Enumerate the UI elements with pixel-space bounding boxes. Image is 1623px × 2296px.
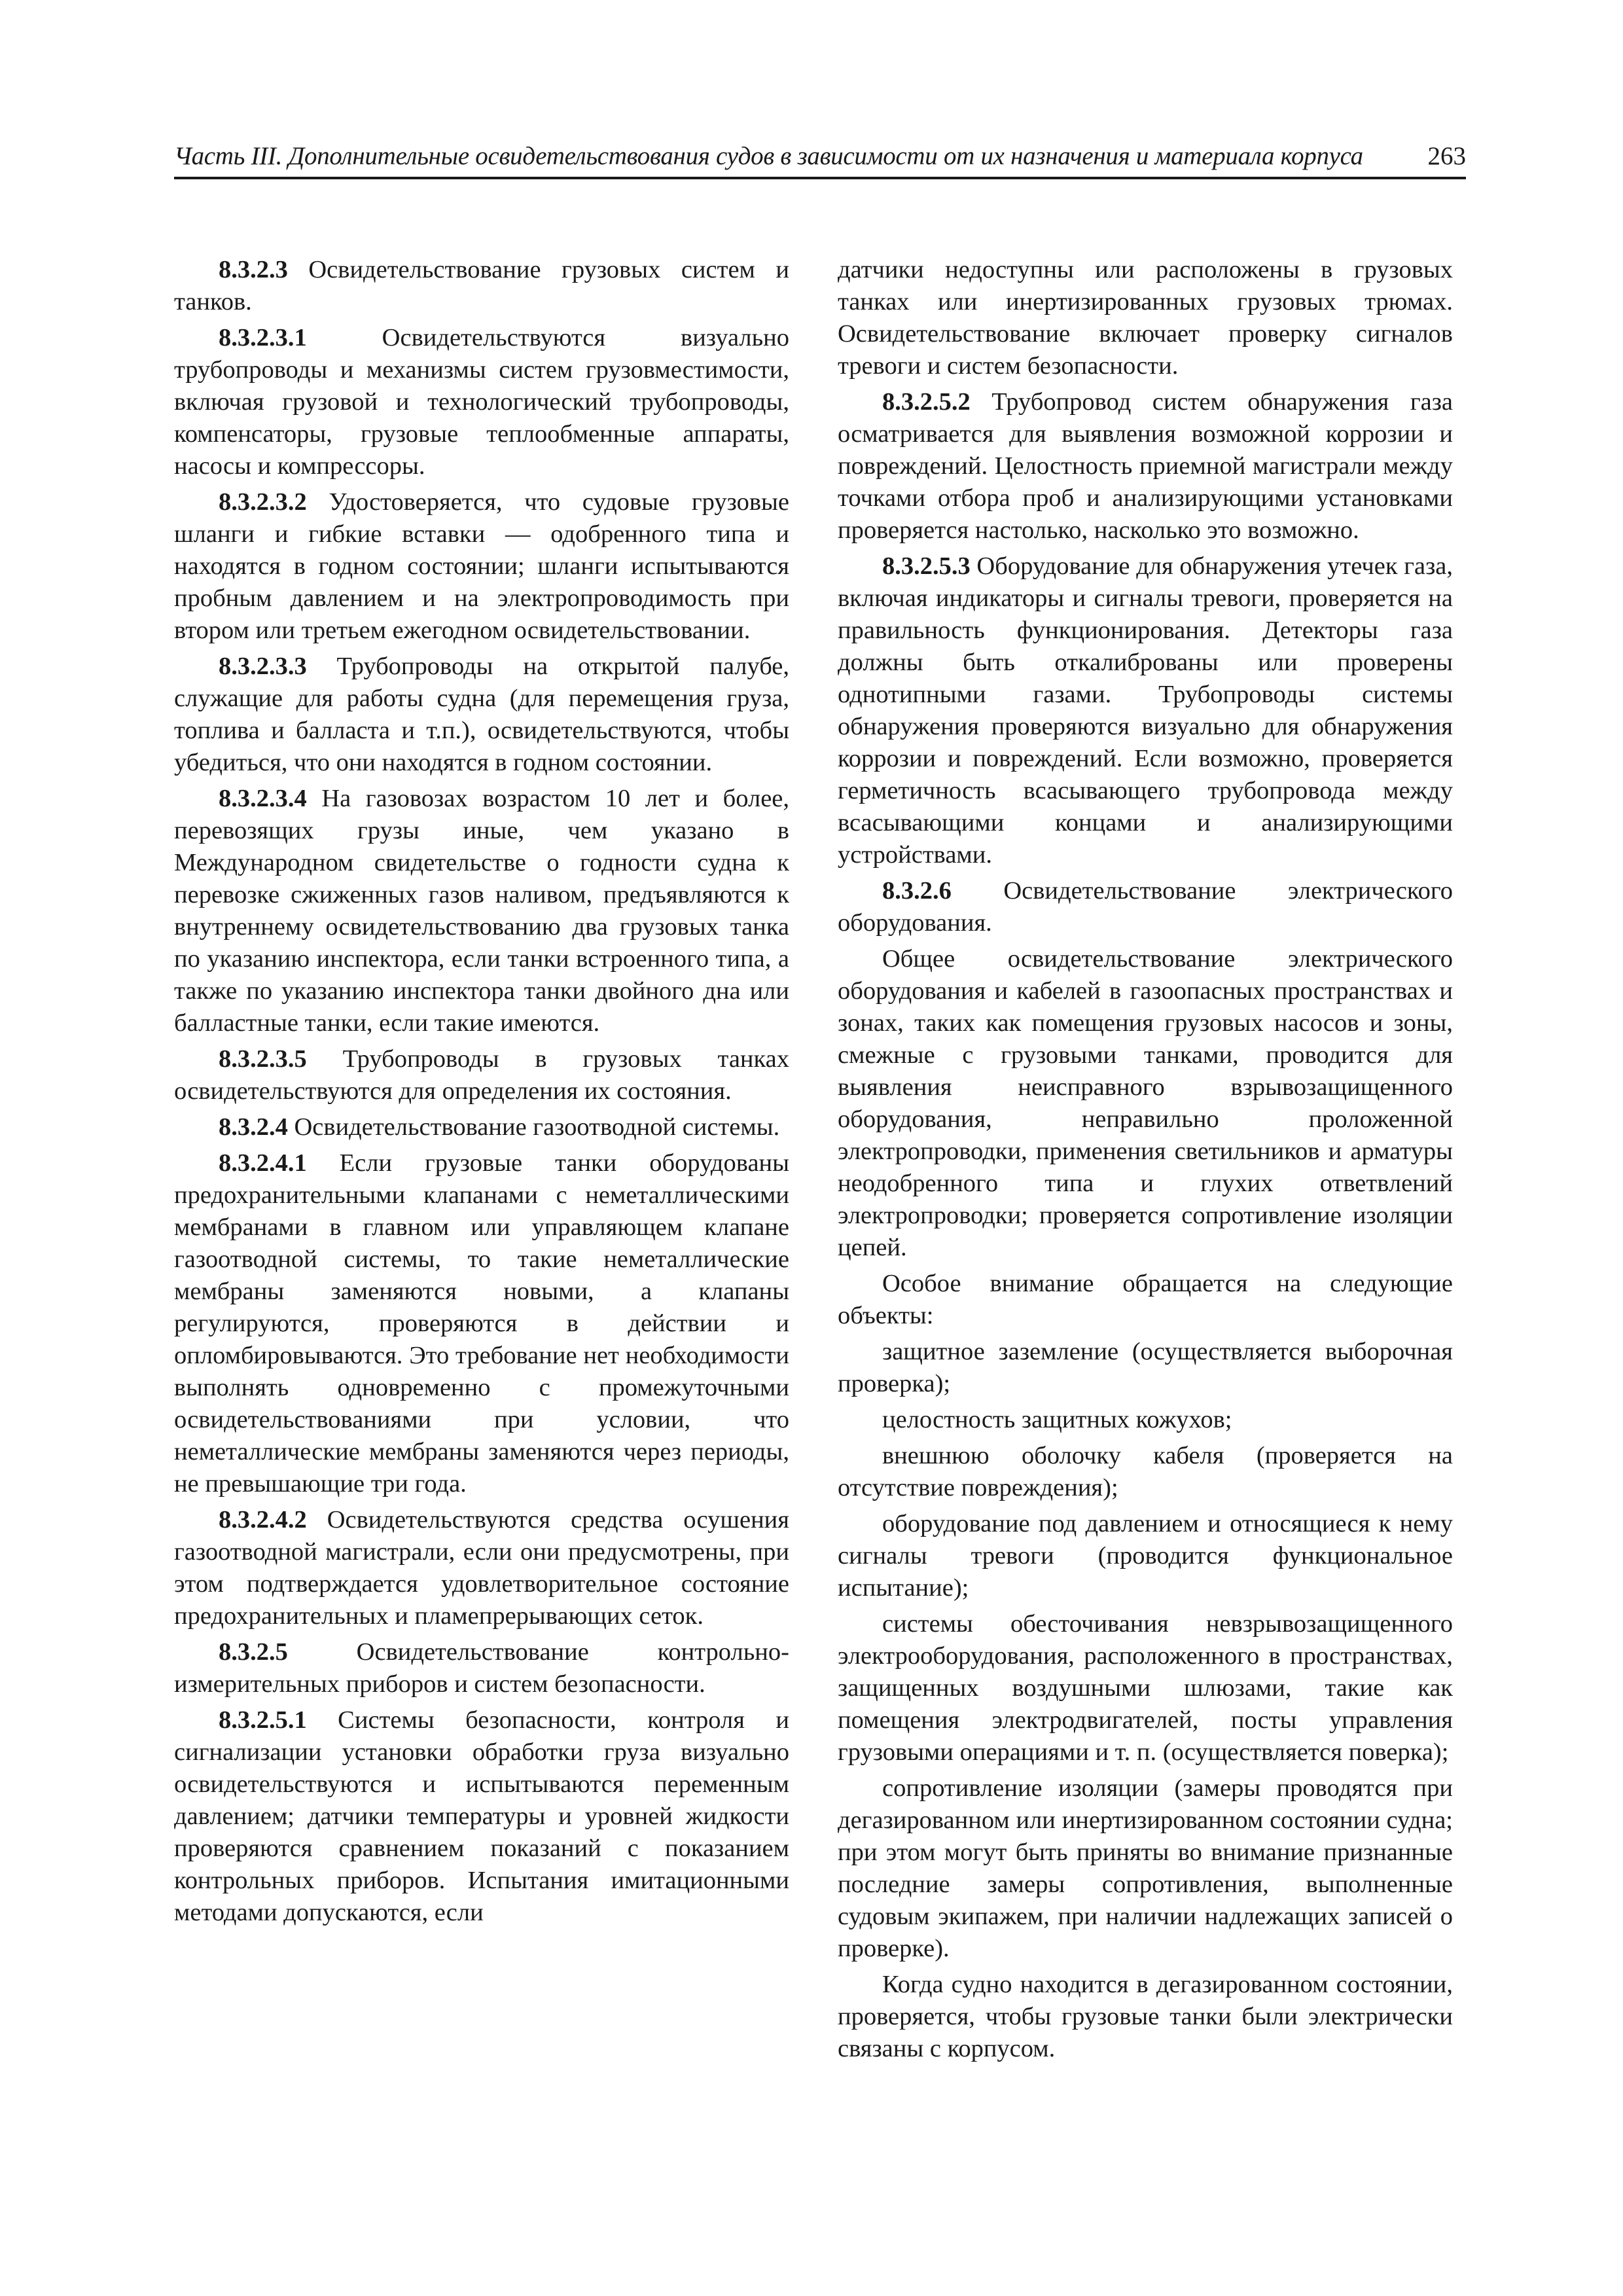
paragraph: 8.3.2.3.1 Освидетельствуются визуально трубопроводы и механизмы систем грузовместимости, включая грузовой и технологический трубопроводы, компенсаторы, грузовые теплообменные аппараты, насосы и компрессоры. (174, 324, 789, 480)
list-item: внешнюю оболочку кабеля (проверяется на отсутствие повреждения); (838, 1442, 1453, 1501)
clause-number: 8.3.2.5.3 (882, 552, 971, 580)
paragraph: 8.3.2.3.4 На газовозах возрастом 10 лет и более, перевозящих грузы иные, чем указано в Международном свидетельстве о годности судна к перевозке сжиженных газов наливом, предъявляются к внутреннему освидетельствованию два грузовых танка по указанию инспектора, если танки встроенного типа, а также по указанию инспектора танки двойного дна или балластные танки, если такие имеются. (174, 785, 789, 1037)
list-item: системы обесточивания невзрывозащищенного электрооборудования, расположенного в пространствах, защищенных воздушными шлюзами, такие как помещения электродвигателей, посты управления грузовыми операциями и т. п. (осуществляется поверка); (838, 1610, 1453, 1766)
paragraph: 8.3.2.4.1 Если грузовые танки оборудованы предохранительными клапанами с неметаллическими мембранами в главном или управляющем клапане газоотводной системы, то такие неметаллические мембраны заменяются новыми, а клапаны регулируются, проверяются в действии и опломбировываются. Это требование нет необходимости выполнять одновременно с промежуточными освидетельствованиями при условии, что неметаллические мембраны заменяются через периоды, не превышающие три года. (174, 1149, 789, 1498)
paragraph: 8.3.2.3 Освидетельствование грузовых систем и танков. (174, 256, 789, 315)
paragraph: Особое внимание обращается на следующие объекты: (838, 1270, 1453, 1329)
left-column (174, 254, 789, 1933)
paragraph: Общее освидетельствование электрического оборудования и кабелей в газоопасных пространствах и зонах, таких как помещения грузовых насосов и зоны, смежные с грузовыми танками, проводится для выявления неисправного взрывозащищенного оборудования, неправильно проложенной электропроводки, применения светильников и арматуры неодобренного типа и глухих ответвлений электропроводки; проверяется сопротивление изоляции цепей. (838, 945, 1453, 1261)
paragraph: 8.3.2.6 Освидетельствование электрического оборудования. (838, 877, 1453, 937)
clause-number: 8.3.2.6 (882, 877, 952, 905)
clause-number: 8.3.2.4.2 (219, 1506, 307, 1534)
clause-number: 8.3.2.4 (219, 1113, 288, 1141)
clause-number: 8.3.2.3.4 (219, 785, 307, 812)
paragraph: 8.3.2.4 Освидетельствование газоотводной системы. (219, 1113, 780, 1141)
paragraph: 8.3.2.3.5 Трубопроводы в грузовых танках освидетельствуются для определения их состояния. (174, 1045, 789, 1105)
clause-number: 8.3.2.5 (219, 1638, 288, 1666)
clause-number: 8.3.2.4.1 (219, 1149, 307, 1177)
page-number: 263 (1427, 142, 1466, 170)
paragraph: 8.3.2.5 Освидетельствование контрольно-измерительных приборов и систем безопасности. (174, 1638, 789, 1698)
paragraph: датчики недоступны или расположены в грузовых танках или инертизированных грузовых трюмах. Освидетельствование включает проверку сигналов тревоги и систем безопасности. (838, 256, 1453, 380)
clause-number: 8.3.2.3.5 (219, 1045, 307, 1073)
paragraph: Когда судно находится в дегазированном состоянии, проверяется, чтобы грузовые танки были электрически связаны с корпусом. (838, 1971, 1453, 2062)
paragraph: 8.3.2.3.2 Удостоверяется, что судовые грузовые шланги и гибкие вставки — одобренного типа и находятся в годном состоянии; шланги испытываются пробным давлением и на электропроводимость при втором или третьем ежегодном освидетельствовании. (174, 488, 789, 644)
clause-number: 8.3.2.3.1 (219, 324, 307, 351)
paragraph: 8.3.2.5.2 Трубопровод систем обнаружения газа осматривается для выявления возможной коррозии и повреждений. Целостность приемной магистрали между точками отбора проб и анализирующими установками проверяется настолько, насколько это возможно. (838, 388, 1453, 544)
right-column (838, 254, 1453, 2069)
paragraph: 8.3.2.5.3 Оборудование для обнаружения утечек газа, включая индикаторы и сигналы тревоги, проверяется на правильность функционирования. Детекторы газа должны быть откалиброваны или проверены однотипными газами. Трубопроводы системы обнаружения проверяются визуально для обнаружения коррозии и повреждений. Если возможно, проверяется герметичность всасывающего трубопровода между всасывающими концами и анализирующими устройствами. (838, 552, 1453, 869)
clause-number: 8.3.2.5.1 (219, 1706, 307, 1734)
paragraph: 8.3.2.4.2 Освидетельствуются средства осушения газоотводной магистрали, если они предусмотрены, при этом подтверждается удовлетворительное состояние предохранительных и пламепрерывающих сеток. (174, 1506, 789, 1630)
list-item: целостность защитных кожухов; (882, 1406, 1232, 1433)
running-header (174, 139, 1466, 179)
clause-number: 8.3.2.5.2 (882, 388, 971, 416)
list-item: оборудование под давлением и относящиеся к нему сигналы тревоги (проводится функциональное испытание); (838, 1510, 1453, 1602)
clause-number: 8.3.2.3.3 (219, 653, 307, 680)
paragraph: 8.3.2.5.1 Системы безопасности, контроля и сигнализации установки обработки груза визуально освидетельствуются и испытываются переменным давлением; датчики температуры и уровней жидкости проверяются сравнением показаний с показанием контрольных приборов. Испытания имитационными методами допускаются, если (174, 1706, 789, 1926)
paragraph: 8.3.2.3.3 Трубопроводы на открытой палубе, служащие для работы судна (для перемещения груза, топлива и балласта и т.п.), освидетельствуются, чтобы убедиться, что они находятся в годном состоянии. (174, 653, 789, 776)
list-item: защитное заземление (осуществляется выборочная проверка); (838, 1338, 1453, 1397)
clause-number: 8.3.2.3 (219, 256, 288, 283)
header-title: Часть III. Дополнительные освидетельствования судов в зависимости от их назначения и материала корпуса (174, 142, 1363, 170)
list-item: сопротивление изоляции (замеры проводятся при дегазированном или инертизированном состоянии судна; при этом могут быть приняты во внимание признанные последние замеры сопротивления, выполненные судовым экипажем, при наличии надлежащих записей о проверке). (838, 1774, 1453, 1962)
clause-number: 8.3.2.3.2 (219, 488, 307, 516)
